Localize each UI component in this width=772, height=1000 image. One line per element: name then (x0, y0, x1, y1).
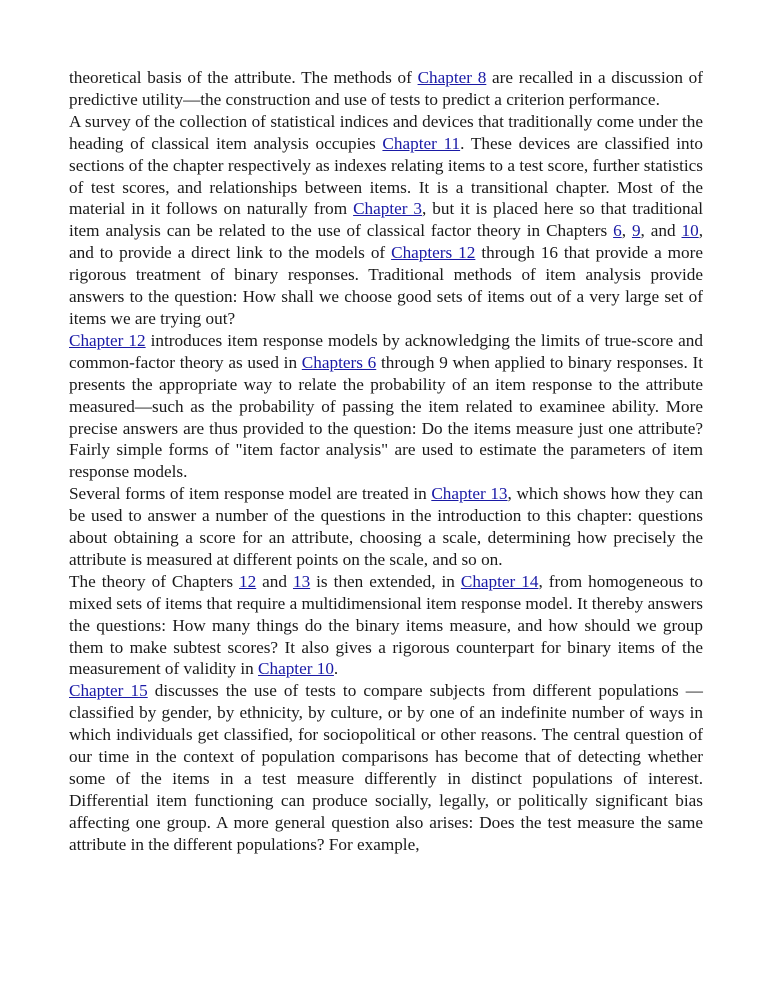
link-chapter-10-validity[interactable]: Chapter 10 (258, 659, 334, 679)
text-span: are recalled in a discussion of predictive utility—the construction and use of tests to predict a criterion performance. (69, 68, 703, 109)
text-span: introduces item response models by acknowledging the limits of true-score and common-factor theory as used in (69, 330, 703, 372)
paragraph-item-analysis (69, 111, 703, 330)
text-span: , from homogeneous to mixed sets of items that require a multidimensional item response model. It thereby answers the questions: How many things do the binary items measure, and how should we group them to make subtest scores? It also gives a rigorous counterpart for binary items of the measurement of validity in (69, 571, 703, 679)
text-span: through 16 that provide a more rigorous treatment of binary responses. Traditional methods of item analysis provide answers to the question: How shall we choose good sets of items out of a very large set of items we are trying out? (69, 243, 703, 328)
link-chapter-9[interactable]: 9 (631, 221, 641, 241)
link-chapter-3[interactable]: Chapter 3 (353, 199, 423, 219)
link-chapter-13[interactable]: Chapter 13 (431, 484, 508, 504)
text-span: . (333, 659, 339, 679)
link-chapter-15[interactable]: Chapter 15 (69, 681, 148, 701)
paragraph-populations (69, 680, 703, 855)
text-span: A survey of the collection of statistical indices and devices that traditionally come under the heading of classical item analysis occupies (69, 111, 703, 153)
text-span: discusses the use of tests to compare subjects from different populations —classified by gender, by ethnicity, by culture, or by one of an indefinite number of ways in which individuals get classified, for sociopolitical or other reasons. The central question of our time in the context of population comparisons has become that of detecting whether some of the items in a test measure differently in distinct populations of interest. Differential item functioning can produce socially, legally, or politically significant bias affecting one group. A more general question also arises: Does the test measure the same attribute in the different populations? For example, (69, 681, 703, 854)
link-chapter-14[interactable]: Chapter 14 (460, 571, 539, 591)
paragraph-multidimensional (69, 571, 703, 681)
link-chapter-13-short[interactable]: 13 (292, 571, 311, 591)
text-span: , and (640, 221, 682, 241)
text-span: is then extended, in (310, 571, 461, 591)
text-span: . These devices are classified into sections of the chapter respectively as indexes relating items to a test score, further statistics of test scores, and relationships between items. It is a transitional chapter. Most of the material in it follows on naturally from (69, 133, 703, 219)
link-chapter-12[interactable]: Chapter 12 (69, 330, 146, 350)
link-chapter-12-short[interactable]: 12 (239, 571, 257, 591)
text-span: The theory of Chapters (69, 571, 239, 591)
link-chapter-8[interactable]: Chapter 8 (417, 68, 487, 87)
text-span: , (621, 221, 632, 241)
link-chapters-12[interactable]: Chapters 12 (391, 243, 476, 263)
link-chapter-6[interactable]: 6 (613, 221, 622, 241)
text-span: Several forms of item response model are treated in (69, 484, 432, 504)
text-span: and (256, 571, 293, 591)
link-chapter-11[interactable]: Chapter 11 (382, 133, 461, 153)
link-chapter-10[interactable]: 10 (681, 221, 699, 241)
text-span: , which shows how they can be used to answer a number of the questions in the introduction to this chapter: questions about obtaining a score for an attribute, choosing a scale, determining how precisely the attribute is measured at different points on the scale, and so on. (69, 484, 703, 569)
paragraph-item-response-models (69, 330, 703, 483)
text-span: theoretical basis of the attribute. The methods of (69, 68, 418, 87)
paragraph-several-forms (69, 483, 703, 571)
paragraph-predictive-utility (69, 67, 703, 111)
document-body (69, 67, 703, 856)
text-span: , and to provide a direct link to the models of (69, 221, 703, 263)
text-span: through 9 when applied to binary responses. It presents the appropriate way to relate the probability of an item response to the attribute measured—such as the probability of passing the item related to examinee ability. More precise answers are thus provided to the question: Do the items measure just one attribute? Fairly simple forms of "item factor analysis" are used to estimate the parameters of item response models. (69, 352, 704, 482)
text-span: , but it is placed here so that traditional item analysis can be related to the use of classical factor theory in Chapters (69, 199, 703, 241)
link-chapters-6[interactable]: Chapters 6 (301, 352, 377, 372)
